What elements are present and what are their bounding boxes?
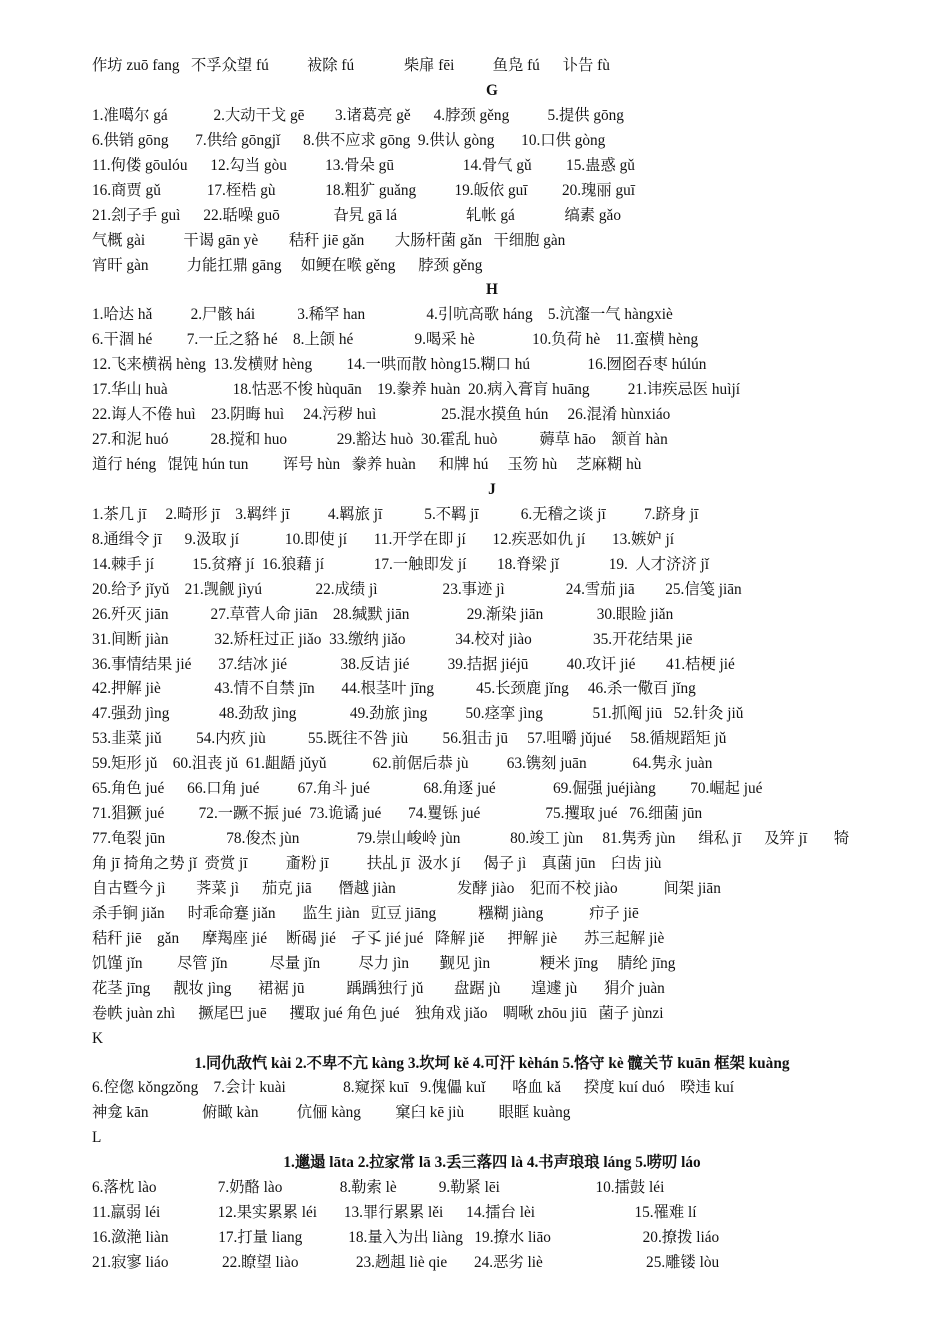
text-line: 65.角色 jué 66.口角 jué 67.角斗 jué 68.角逐 jué 69.倔强 juéjiàng 70.崛起 jué [92,780,763,798]
text-line: 8.通缉令 jī 9.汲取 jí 10.即使 jí 11.开学在即 jí 12.疾恶如仇 jí 13.嫉妒 jí [92,530,674,548]
text-line: 47.强劲 jìng 48.劲敌 jìng 49.劲旅 jìng 50.痉挛 jìng 51.抓阄 jiū 52.针灸 jiǔ [92,705,744,723]
text-line: 42.押解 jiè 43.情不自禁 jīn 44.根茎叶 jīng 45.长颈鹿 jǐng 46.杀一儆百 jǐng [92,680,696,698]
section-heading-g: G [486,81,498,99]
text-line: 饥馑 jǐn 尽管 jǐn 尽量 jǐn 尽力 jìn 觐见 jìn 粳米 jīng 腈纶 jīng [92,954,676,972]
text-line: 27.和泥 huó 28.搅和 huo 29.豁达 huò 30.霍乱 huò 薅草 hāo 颔首 hàn [92,431,668,449]
text-line: 卷帙 juàn zhì 撅尾巴 juē 攫取 jué 角色 jué 独角戏 jiǎo 啁啾 zhōu jiū 菌子 jùnzi [92,1004,664,1022]
text-line: 6.干涸 hé 7.一丘之貉 hé 8.上颌 hé 9.喝采 hè 10.负荷 hè 11.蛮横 hèng [92,331,699,349]
text-line: 6.落枕 lào 7.奶酪 lào 8.勒索 lè 9.勒紧 lēi 10.擂鼓 léi [92,1179,665,1197]
text-line: 31.间断 jiàn 32.矫枉过正 jiǎo 33.缴纳 jiǎo 34.校对 jiào 35.开花结果 jiē [92,630,693,648]
text-line: 1.准噶尔 gá 2.大动干戈 gē 3.诸葛亮 gě 4.脖颈 gěng 5.提供 gōng [92,106,624,124]
text-line: 22.诲人不倦 huì 23.阴晦 huì 24.污秽 huì 25.混水摸鱼 hún 26.混淆 hùnxiáo [92,406,671,424]
text-line: 17.华山 huà 18.怙恶不悛 hùquān 19.豢养 huàn 20.病入膏肓 huāng 21.讳疾忌医 huìjí [92,381,740,399]
text-line: 自古暨今 jì 荠菜 jì 茄克 jiā 僭越 jiàn 发酵 jiào 犯而不校 jiào 间架 jiān [92,879,721,897]
text-line: 道行 héng 馄饨 hún tun 诨号 hùn 豢养 huàn 和牌 hú 玉笏 hù 芝麻糊 hù [92,456,642,473]
text-line: 16.商贾 gǔ 17.桎梏 gù 18.粗犷 guǎng 19.皈依 guī 20.瑰丽 guī [92,181,636,199]
text-line: 作坊 zuō fang 不孚众望 fú 袚除 fú 柴扉 fēi 鱼凫 fú 讣告 fù [92,57,610,74]
text-line: 角 jī 掎角之势 jǐ 赍赏 jī 齑粉 jī 扶乩 jī 汲水 jí 偈子 jì 真菌 jūn 臼齿 jiù [92,855,662,872]
text-line: 14.棘手 jí 15.贫瘠 jí 16.狼藉 jí 17.一触即发 jí 18.脊梁 jǐ 19. 人才济济 jǐ [92,555,709,573]
text-line: 20.给予 jǐyǔ 21.觊觎 jìyú 22.成绩 jì 23.事迹 jì 24.雪茄 jiā 25.信笺 jiān [92,580,742,598]
text-line: 1.哈达 hǎ 2.尸骸 hái 3.稀罕 han 4.引吭高歌 háng 5.沆瀣一气 hàngxiè [92,306,673,324]
section-heading-k: 1.同仇敌忾 kài 2.不卑不亢 kàng 3.坎坷 kě 4.可汗 kèhán 5.恪守 kè 髋关节 kuān 框架 kuàng [194,1054,790,1072]
text-line: 宵旰 gàn 力能扛鼎 gāng 如鲠在喉 gěng 脖颈 gěng [92,256,483,274]
text-line: 21.寂寥 liáo 22.瞭望 liào 23.趔趄 liè qie 24.恶劣 liè 25.雕镂 lòu [92,1254,720,1271]
text-line: 26.歼灭 jiān 27.草菅人命 jiān 28.缄默 jiān 29.渐染 jiān 30.眼睑 jiǎn [92,605,674,623]
text-line: 12.飞来横祸 hèng 13.发横财 hèng 14.一哄而散 hòng15.糊口 hú 16.囫囵吞枣 húlún [92,356,707,374]
text-line: 秸秆 jiē gǎn 摩羯座 jié 断碣 jié 孑孓 jié jué 降解 jiě 押解 jiè 苏三起解 jiè [92,929,665,947]
text-line: 杀手锏 jiǎn 时乖命蹇 jiǎn 监生 jiàn 豇豆 jiāng 糨糊 jiàng 疖子 jiē [92,904,639,922]
text-line: 77.龟裂 jūn 78.俊杰 jùn 79.崇山峻岭 jùn 80.竣工 jùn 81.隽秀 jùn 缉私 jī 及笄 jī 犄 [92,830,850,848]
text-line: 71.猖獗 jué 72.一蹶不振 jué 73.诡谲 jué 74.矍铄 jué 75.攫取 jué 76.细菌 jūn [92,805,703,823]
section-heading-l: 1.邋遢 lāta 2.拉家常 lā 3.丢三落四 là 4.书声琅琅 láng 5.唠叨 láo [283,1154,701,1172]
text-line: 6.倥偬 kǒngzǒng 7.会计 kuài 8.窥探 kuī 9.傀儡 kuǐ 咯血 kǎ 揆度 kuí duó 暌违 kuí [92,1079,735,1097]
text-line: 1.茶几 jī 2.畸形 jī 3.羁绊 jī 4.羁旅 jī 5.不羁 jī 6.无稽之谈 jī 7.跻身 jī [92,505,699,523]
text-line: 36.事情结果 jié 37.结冰 jié 38.反诘 jié 39.拮据 jiéjū 40.攻讦 jié 41.桔梗 jié [92,655,735,673]
text-line: 花茎 jīng 靓妆 jìng 裙裾 jū 踽踽独行 jǔ 盘踞 jù 遑遽 jù 狷介 juàn [92,979,665,997]
text-line: 气概 gài 干谒 gān yè 秸秆 jiē gǎn 大肠杆菌 gǎn 干细胞 gàn [92,231,566,249]
text-line: K [92,1029,104,1047]
text-line: 59.矩形 jǔ 60.沮丧 jǔ 61.龃龉 jǔyǔ 62.前倨后恭 jù 63.镌刻 juān 64.隽永 juàn [92,755,713,773]
text-line: 神龛 kān 俯瞰 kàn 伉俪 kàng 窠臼 kē jiù 眼眶 kuàng [92,1104,571,1122]
text-line: 6.供销 gōng 7.供给 gōngjǐ 8.供不应求 gōng 9.供认 gòng 10.口供 gòng [92,131,606,149]
section-heading-h: H [486,281,498,299]
document-page [92,54,892,1301]
text-line: 16.潋滟 liàn 17.打量 liang 18.量入为出 liàng 19.撩水 liāo 20.撩拨 liáo [92,1229,720,1247]
section-heading-j: J [488,480,496,498]
text-line: 21.刽子手 guì 22.聒噪 guō 旮旯 gā lá 轧帐 gá 缟素 gǎo [92,206,621,224]
text-line: L [92,1129,102,1147]
text-line [92,1276,892,1301]
text-line: 11.佝偻 gōulóu 12.勾当 gòu 13.骨朵 gū 14.骨气 gǔ 15.蛊惑 gǔ [92,156,635,174]
text-line: 53.韭菜 jiǔ 54.内疚 jiù 55.既往不咎 jiù 56.狙击 jū 57.咀嚼 jǔjué 58.循规蹈矩 jǔ [92,730,727,748]
text-line: 11.羸弱 léi 12.果实累累 léi 13.罪行累累 lěi 14.擂台 lèi 15.罹难 lí [92,1204,697,1222]
